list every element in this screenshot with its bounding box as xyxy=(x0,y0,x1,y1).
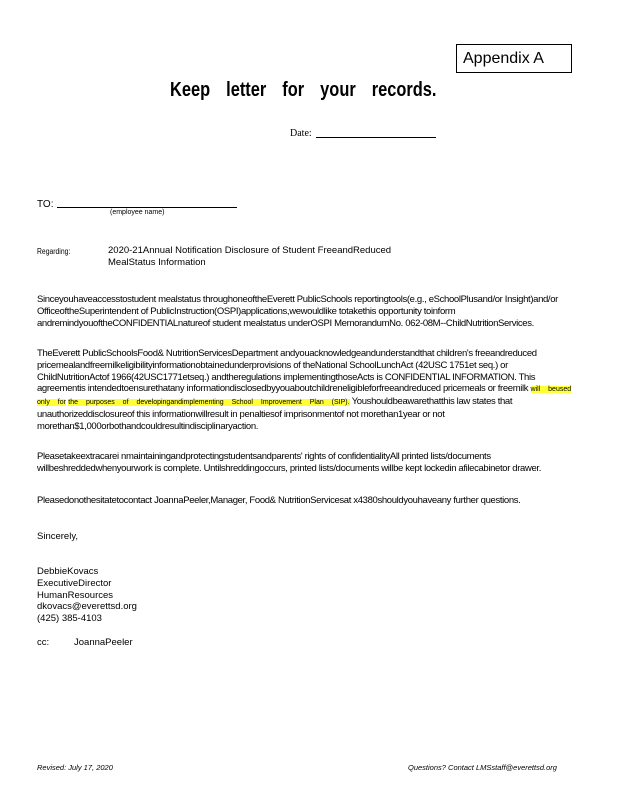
paragraph-contact: Pleasedonothesitatetocontact JoannaPeeler,Manager, Food& NutritionServicesat x4380shouldyouhaveany further questions. xyxy=(37,495,521,506)
paragraph-confidential xyxy=(37,348,582,433)
signer-department: HumanResources xyxy=(37,589,114,601)
regarding-line-2: MealStatus Information xyxy=(108,257,206,268)
paragraph-confidential-text-1: TheEverett PublicSchoolsFood& NutritionServicesDepartment andyouacknowledgeandunderstandthat children's freeandreduced pricemealandfreemilkeligibilityinformationobtainedunderprovisions of theNational SchoolLunchAct (42USC 1751et seq.) or ChildNutritionActof 1966(42USC1771etseq.) andtheregulations implementingthoseActs is CONFIDENTIAL INFORMATION. This agreementis intendedtoensurethatany informationdisclosedbyyouaboutchildreneligibleforfreeandreduced pricemeals or freemilk xyxy=(37,348,537,395)
regarding-line-1: 2020-21Annual Notification Disclosure of Student FreeandReduced xyxy=(108,245,392,256)
appendix-label: Appendix A xyxy=(463,50,544,67)
cc-label: cc: xyxy=(37,637,50,648)
signer-email: dkovacs@everettsd.org xyxy=(37,601,137,613)
paragraph-confidential-text-2: Youshouldbeawarethatthis law states that unauthorizeddisclosureof this informationwillresult in penaltiesof imprisonmentof not morethan1year or not morethan$1,000orbothandcouldresultindisciplinaryaction. xyxy=(37,396,513,432)
employee-name-caption: (employee name) xyxy=(110,209,165,216)
revised-date: Revised: July 17, 2020 xyxy=(37,763,113,772)
signer-phone: (425) 385-4103 xyxy=(37,613,102,625)
date-field-line xyxy=(316,137,436,138)
regarding-text xyxy=(108,245,438,269)
appendix-box xyxy=(456,44,572,73)
to-label: TO: xyxy=(37,199,54,210)
employee-name-line xyxy=(57,207,237,208)
closing: Sincerely, xyxy=(37,531,79,542)
paragraph-access: Sinceyouhaveaccesstostudent mealstatus throughoneoftheEverett PublicSchools reportingtools(e.g., eSchoolPlusand/or Insight)and/or OfficeoftheSuperintendent of PublicInstruction(OSPI)applications,wewouldlike totakethis opportunity toinform andremindyouoftheCONFIDENTIALnatureof student mealstatus underOSPI MemorandumNo. 062-08M--ChildNutritionServices. xyxy=(37,294,558,329)
signer-title: ExecutiveDirector xyxy=(37,577,112,589)
paragraph-shredding: Pleasetakeextracarei nmaintainingandprotectingstudentsandparents' rights of confidentialityAll printed lists/documents willbeshreddedwhenyourwork is complete. Untilshreddingoccurs, printed lists/documents willbe kept lockedin afilecabinetor drawer. xyxy=(37,451,542,474)
page-title: Keep letter for your records. xyxy=(170,79,437,101)
regarding-label: Regarding: xyxy=(37,247,71,256)
highlight-sip-purpose: the purposes of developingandimplementing School Improvement Plan (SIP). xyxy=(68,399,350,407)
questions-contact: Questions? Contact LMSstaff@everettsd.org xyxy=(408,763,557,772)
highlight-use-restriction: will beused only for xyxy=(37,386,572,407)
cc-name: JoannaPeeler xyxy=(74,637,133,648)
signature-block xyxy=(37,566,137,625)
signer-name: DebbieKovacs xyxy=(37,566,99,577)
date-label: Date: xyxy=(290,128,312,139)
